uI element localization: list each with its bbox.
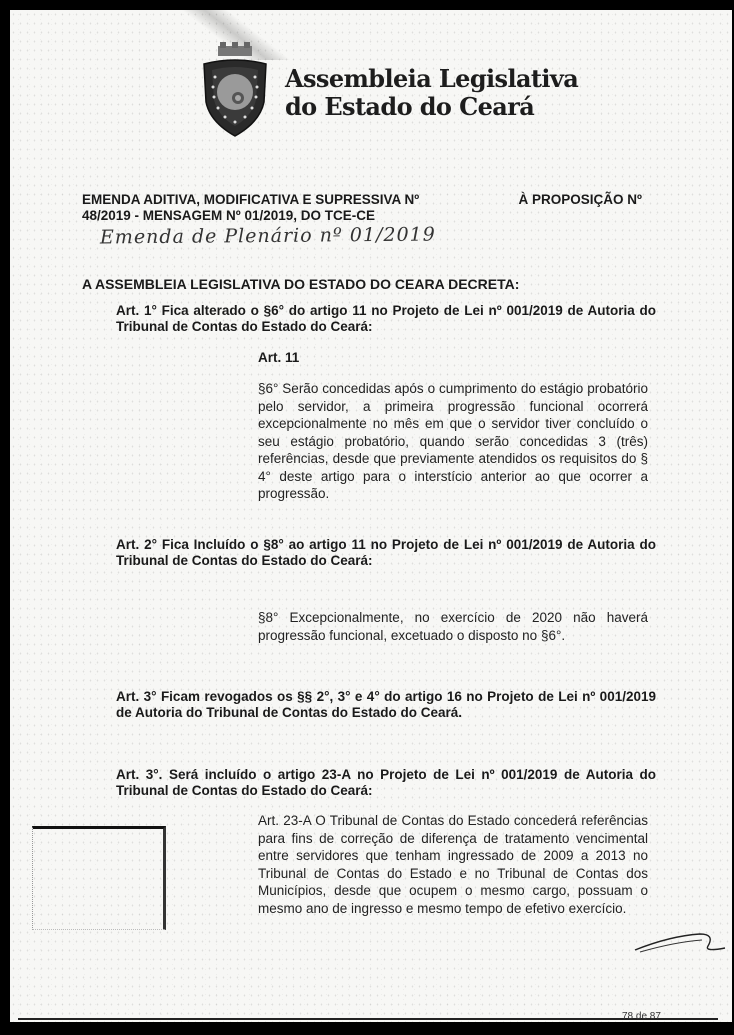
blank-stamp-box [32,826,166,930]
state-coat-of-arms-icon [200,42,270,138]
institution-name-line2: do Estado do Ceará [285,92,535,121]
amendment-title [82,192,642,224]
article-1: Art. 1° Fica alterado o §6° do artigo 11 no Projeto de Lei nº 001/2019 de Autoria do Tribunal de Contas do Estado do Ceará: [116,303,656,334]
amendment-title-line2: 48/2019 - MENSAGEM Nº 01/2019, DO TCE-CE [82,208,376,223]
footer-divider [18,1018,718,1020]
handwritten-note: Emenda de Plenário nº 01/2019 [99,223,436,249]
quoted-article-title: Art. 11 [258,350,300,365]
article-3b: Art. 3°. Será incluído o artigo 23-A no Projeto de Lei nº 001/2019 de Autoria do Tribunal de Contas do Estado do Ceará: [116,767,656,798]
article-3: Art. 3° Ficam revogados os §§ 2°, 3° e 4° do artigo 16 no Projeto de Lei nº 001/2019 de Autoria do Tribunal de Contas do Estado do Ceará. [116,689,656,720]
article-3b-quote: Art. 23-A O Tribunal de Contas do Estado concederá referências para fins de correção de diferença de tratamento vencimental entre servidores que tenham ingressado de 2009 a 2013 no Tribunal de Contas do Estado e no Tribunal de Contas dos Municípios, desde que ocupem o mesmo cargo, possuam o mesmo ano de ingresso e mesmo tempo de efetivo exercício. [258,813,648,916]
article-2: Art. 2° Fica Incluído o §8° ao artigo 11 no Projeto de Lei nº 001/2019 de Autoria do Tribunal de Contas do Estado do Ceará: [116,537,656,568]
institution-name [285,65,578,121]
amendment-title-right: À PROPOSIÇÃO Nº [518,192,642,207]
page-number: 78 de 87 [622,1011,661,1022]
institution-name-line1: Assembleia Legislativa [285,64,579,93]
document-page [10,10,732,1022]
signature-icon [630,928,730,958]
article-1-quote: §6° Serão concedidas após o cumprimento do estágio probatório pelo servidor, a primeira progressão funcional ocorrerá excepcionalmente no mês em que o servidor tiver concluído o seu estágio probatório, quando serão concedidas 3 (três) referências, desde que previamente atendidos os requisitos do § 4° deste artigo para o interstício anterior ao que ocorrer a progressão. [258,381,648,501]
article-2-quote: §8° Excepcionalmente, no exercício de 2020 não haverá progressão funcional, excetuado o disposto no §6°. [258,610,648,643]
decree-heading: A ASSEMBLEIA LEGISLATIVA DO ESTADO DO CEARA DECRETA: [82,276,520,292]
amendment-title-left: EMENDA ADITIVA, MODIFICATIVA E SUPRESSIVA Nº [82,192,420,207]
